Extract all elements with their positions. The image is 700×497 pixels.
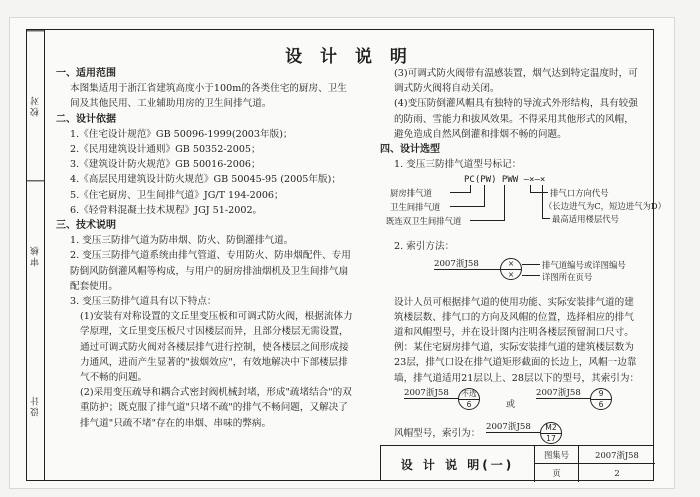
basis-item: 4.《高层民用建筑设计防火规范》GB 50045-95 (2005年版)； xyxy=(70,174,341,186)
title-block-set-value: 2007浙J58 xyxy=(579,446,655,464)
example-circle-2 xyxy=(590,388,612,410)
index-diagram xyxy=(380,255,642,295)
label-index-page: 详图所在页号 xyxy=(542,271,593,282)
leader-line xyxy=(450,192,471,193)
basis-item: 2.《民用建筑设计通则》GB 50352-2005； xyxy=(70,144,261,156)
label-twin-toilet: 既连双卫生间排气道 xyxy=(386,216,462,227)
tech-subitem: (1)安装有对称设置的文丘里变压板和可调式防火阀，根据流体力学原理，文丘里变压板尺寸因楼层而异，且部分楼层无需设置，通过可调式防火阀对各楼层排气进行控制，使各楼层之间形成接力通风，进而产生显著的"拔烟效应"，有效地解决中下部楼层排气不畅的问题。 xyxy=(80,311,353,384)
index-circle-bottom: × xyxy=(507,269,515,279)
tech-item: 1. 变压三防排气道为防串烟、防火、防倒灌排气道。 xyxy=(70,235,294,247)
tech-subitem: (2)采用变压疏导和耦合式密封阀机械封堵，形成"疏堵结合"的双重防护；既克服了排气道"只堵不疏"的排气不畅问题，又解决了排气道"只疏不堵"存在的串烟、串味的弊病。 xyxy=(80,387,352,429)
leader-line xyxy=(522,275,540,276)
page-title: 设 计 说 明 xyxy=(285,47,413,67)
title-block-name: 设 计 说 明(一) xyxy=(381,446,535,482)
leader-line xyxy=(504,185,505,221)
cap-label: 风帽型号，索引为： xyxy=(394,427,481,439)
label-direction: 排气口方向代号 xyxy=(550,188,609,199)
cap-circle-top: M2 xyxy=(541,423,561,434)
example-circle-1 xyxy=(458,388,480,410)
example-circle-2-bottom: 6 xyxy=(598,399,604,409)
index-circle xyxy=(500,258,522,280)
label-toilet: 卫生间排气道 xyxy=(390,202,441,213)
tech-item: 2. 变压三防排气道系统由排气管道、专用防火、防串烟配件、专用防倒风防倒灌风帽等构成，与用户的厨房排油烟机及卫生间排气扇配套使用。 xyxy=(70,250,351,292)
title-block-page-label: 页 xyxy=(535,464,579,482)
index-method-label: 2. 索引方法： xyxy=(394,241,455,253)
label-index-number: 排气道编号或详图编号 xyxy=(542,259,626,270)
cap-circle xyxy=(540,422,562,444)
index-underline xyxy=(434,269,500,270)
basis-item: 5.《住宅厨房、卫生间排气道》JG/T 194-2006； xyxy=(70,189,284,201)
title-block-set-label: 图集号 xyxy=(535,446,579,464)
cap-circle-bottom: 17 xyxy=(546,433,556,443)
basis-item: 6.《轻骨料混凝土技术规程》JGJ 51-2002。 xyxy=(70,204,263,216)
example-circle-1-top: 不选 xyxy=(459,389,479,400)
cap-underline xyxy=(486,432,540,433)
leader-line xyxy=(484,185,485,207)
strip-cell-review: 审核 xyxy=(27,180,44,330)
example-underline xyxy=(536,398,590,399)
example-underline xyxy=(404,398,458,399)
model-code: PC(PW) PWW —×—× xyxy=(464,175,546,186)
label-floors: 最高适用楼层代号 xyxy=(552,214,619,225)
leader-line xyxy=(450,206,485,207)
basis-item: 1.《住宅设计规范》GB 50096-1999(2003年版)； xyxy=(70,128,293,140)
strip-cell-check: 校对 xyxy=(27,30,44,180)
example-circle-1-bottom: 6 xyxy=(466,399,472,409)
model-marking-label: 1. 变压三防排气道型号标记： xyxy=(394,159,522,171)
index-circle-top: × xyxy=(501,259,521,270)
basis-item: 3.《建筑设计防火规范》GB 50016-2006； xyxy=(70,159,261,171)
example-index-row xyxy=(380,386,642,418)
model-code-diagram xyxy=(380,173,666,239)
tech-item: 3. 变压三防排气道具有以下特点： xyxy=(70,296,217,308)
right-column xyxy=(380,66,666,450)
leader-line xyxy=(542,185,543,219)
section-scope-body: 本图集适用于浙江省建筑高度小于100m的各类住宅的厨房、卫生间及其他民用、工业辅助用房的卫生间排气道。 xyxy=(70,83,347,110)
or-text: 或 xyxy=(506,399,516,410)
leader-line xyxy=(542,218,550,219)
leader-line xyxy=(522,264,540,265)
title-block xyxy=(380,445,654,481)
section-selection-heading: 四、设计选型 xyxy=(380,144,440,156)
title-block-page-value: 2 xyxy=(614,468,620,478)
index-code: 2007浙J58 xyxy=(434,258,479,269)
section-basis-heading: 二、设计依据 xyxy=(56,113,116,125)
side-approval-strip xyxy=(26,29,44,481)
label-kitchen: 厨房排气道 xyxy=(390,188,432,199)
label-direction-note: （长边进气为C，短边进气为D） xyxy=(544,201,666,212)
tech-subitem-4: (4)变压防倒灌风帽具有独特的导流式外形结构，具有较强的防雨、雪能力和拔风效果。不得采用其他形式的风帽，避免造成自然风倒灌和排烟不畅的问题。 xyxy=(394,98,638,140)
selection-body: 设计人员可根据排气道的使用功能、实际安装排气道的建筑楼层数、排气口的方向及风帽的位置，选择相应的排气道和风帽型号，并在设计图内注明各楼层预留洞口尺寸。 xyxy=(394,296,634,339)
cap-code: 2007浙J58 xyxy=(486,421,531,432)
section-tech-heading: 三、技术说明 xyxy=(56,220,116,232)
selection-example: 例：某住宅厨房排气道，实际安装排气道的建筑楼层数为23层，排气口设在排气道矩形截面的长边上，风帽一边靠墙，排气道适用21层以上、28层以下的型号，其索引为： xyxy=(394,342,640,384)
left-column xyxy=(56,66,354,431)
leader-line xyxy=(470,220,505,221)
example-circle-2-top: 9 xyxy=(591,389,611,400)
example-code-2: 2007浙J58 xyxy=(536,387,581,398)
leader-line xyxy=(530,192,548,193)
example-code-1: 2007浙J58 xyxy=(404,387,449,398)
tech-subitem-3: (3)可调式防火阀带有温感装置，烟气达到特定温度时，可调式防火阀将自动关闭。 xyxy=(394,68,638,95)
section-scope-heading: 一、适用范围 xyxy=(56,68,116,79)
strip-cell-design: 设计 xyxy=(31,394,41,417)
